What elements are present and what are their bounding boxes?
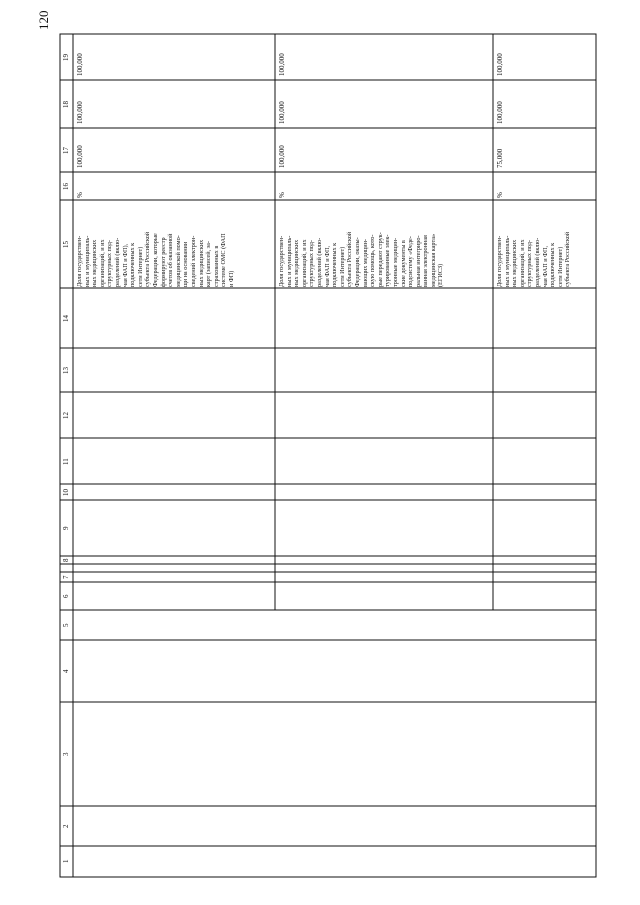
- row-1-value-19: 100,000: [76, 53, 84, 76]
- column-number-7: 7: [62, 575, 70, 579]
- column-number-8: 8: [62, 558, 70, 562]
- page-number: 120: [36, 10, 51, 30]
- row-1-unit: %: [76, 192, 84, 198]
- column-number-13: 13: [62, 367, 70, 374]
- row-3-value-19: 100,000: [496, 53, 504, 76]
- column-number-14: 14: [62, 315, 70, 322]
- column-number-18: 18: [62, 101, 70, 108]
- column-number-5: 5: [62, 623, 70, 627]
- table-frame: [60, 34, 596, 877]
- column-number-6: 6: [62, 594, 70, 598]
- row-3-value-17: 75,000: [496, 148, 504, 168]
- row-2-value-19: 100,000: [278, 53, 286, 76]
- column-number-12: 12: [62, 412, 70, 419]
- row-1-value-17: 100,000: [76, 145, 84, 168]
- column-number-17: 17: [62, 147, 70, 154]
- row-2-indicator-name: Доля государствен- ных и муниципаль- ных медицинских организаций, и их структурных под- разделений (вклю- чая ФАП и ФП, подключенных к сети Интернет) субъекта Российской Федерации, оказы- вающих медицин- скую помощь, кото- рые передают струк- турированные элек- тронные медицин- ские документы в подсистему «Феде- ральная интегриро- ванная электронная медицинская карта» (ЕГИСЗ): [278, 231, 445, 287]
- column-number-10: 10: [62, 489, 70, 496]
- column-number-1: 1: [62, 859, 70, 863]
- column-number-11: 11: [62, 458, 70, 465]
- column-number-15: 15: [62, 241, 70, 248]
- column-number-19: 19: [62, 54, 70, 61]
- row-1-indicator-name: Доля государствен- ных и муниципаль- ных медицинских организаций, и их структурных под- разделений (вклю- чая ФАП и ФП), подключенных к сети Интернет) субъекта Российской Федерации, которые формируют реестр счетов об оказанной медицинской помо- щи на основании сведений электрон- ных медицинских карт (записей, за- страхованных в системе ОМС (ФАП и ФП): [76, 231, 235, 287]
- row-2-value-18: 100,000: [278, 101, 286, 124]
- column-number-4: 4: [62, 669, 70, 673]
- column-number-2: 2: [62, 824, 70, 828]
- row-1-value-18: 100,000: [76, 101, 84, 124]
- column-number-16: 16: [62, 183, 70, 190]
- column-number-3: 3: [62, 752, 70, 756]
- row-2-unit: %: [278, 192, 286, 198]
- row-3-value-18: 100,000: [496, 101, 504, 124]
- row-3-indicator-name: Доля государствен- ных и муниципаль- ных медицинских организаций, и их структурных под- разделений (вклю- чая ФАП и ФП, подключенных к сети Интернет) субъекта Российской: [496, 231, 572, 287]
- row-2-value-17: 100,000: [278, 145, 286, 168]
- column-number-9: 9: [62, 526, 70, 530]
- row-3-unit: %: [496, 192, 504, 198]
